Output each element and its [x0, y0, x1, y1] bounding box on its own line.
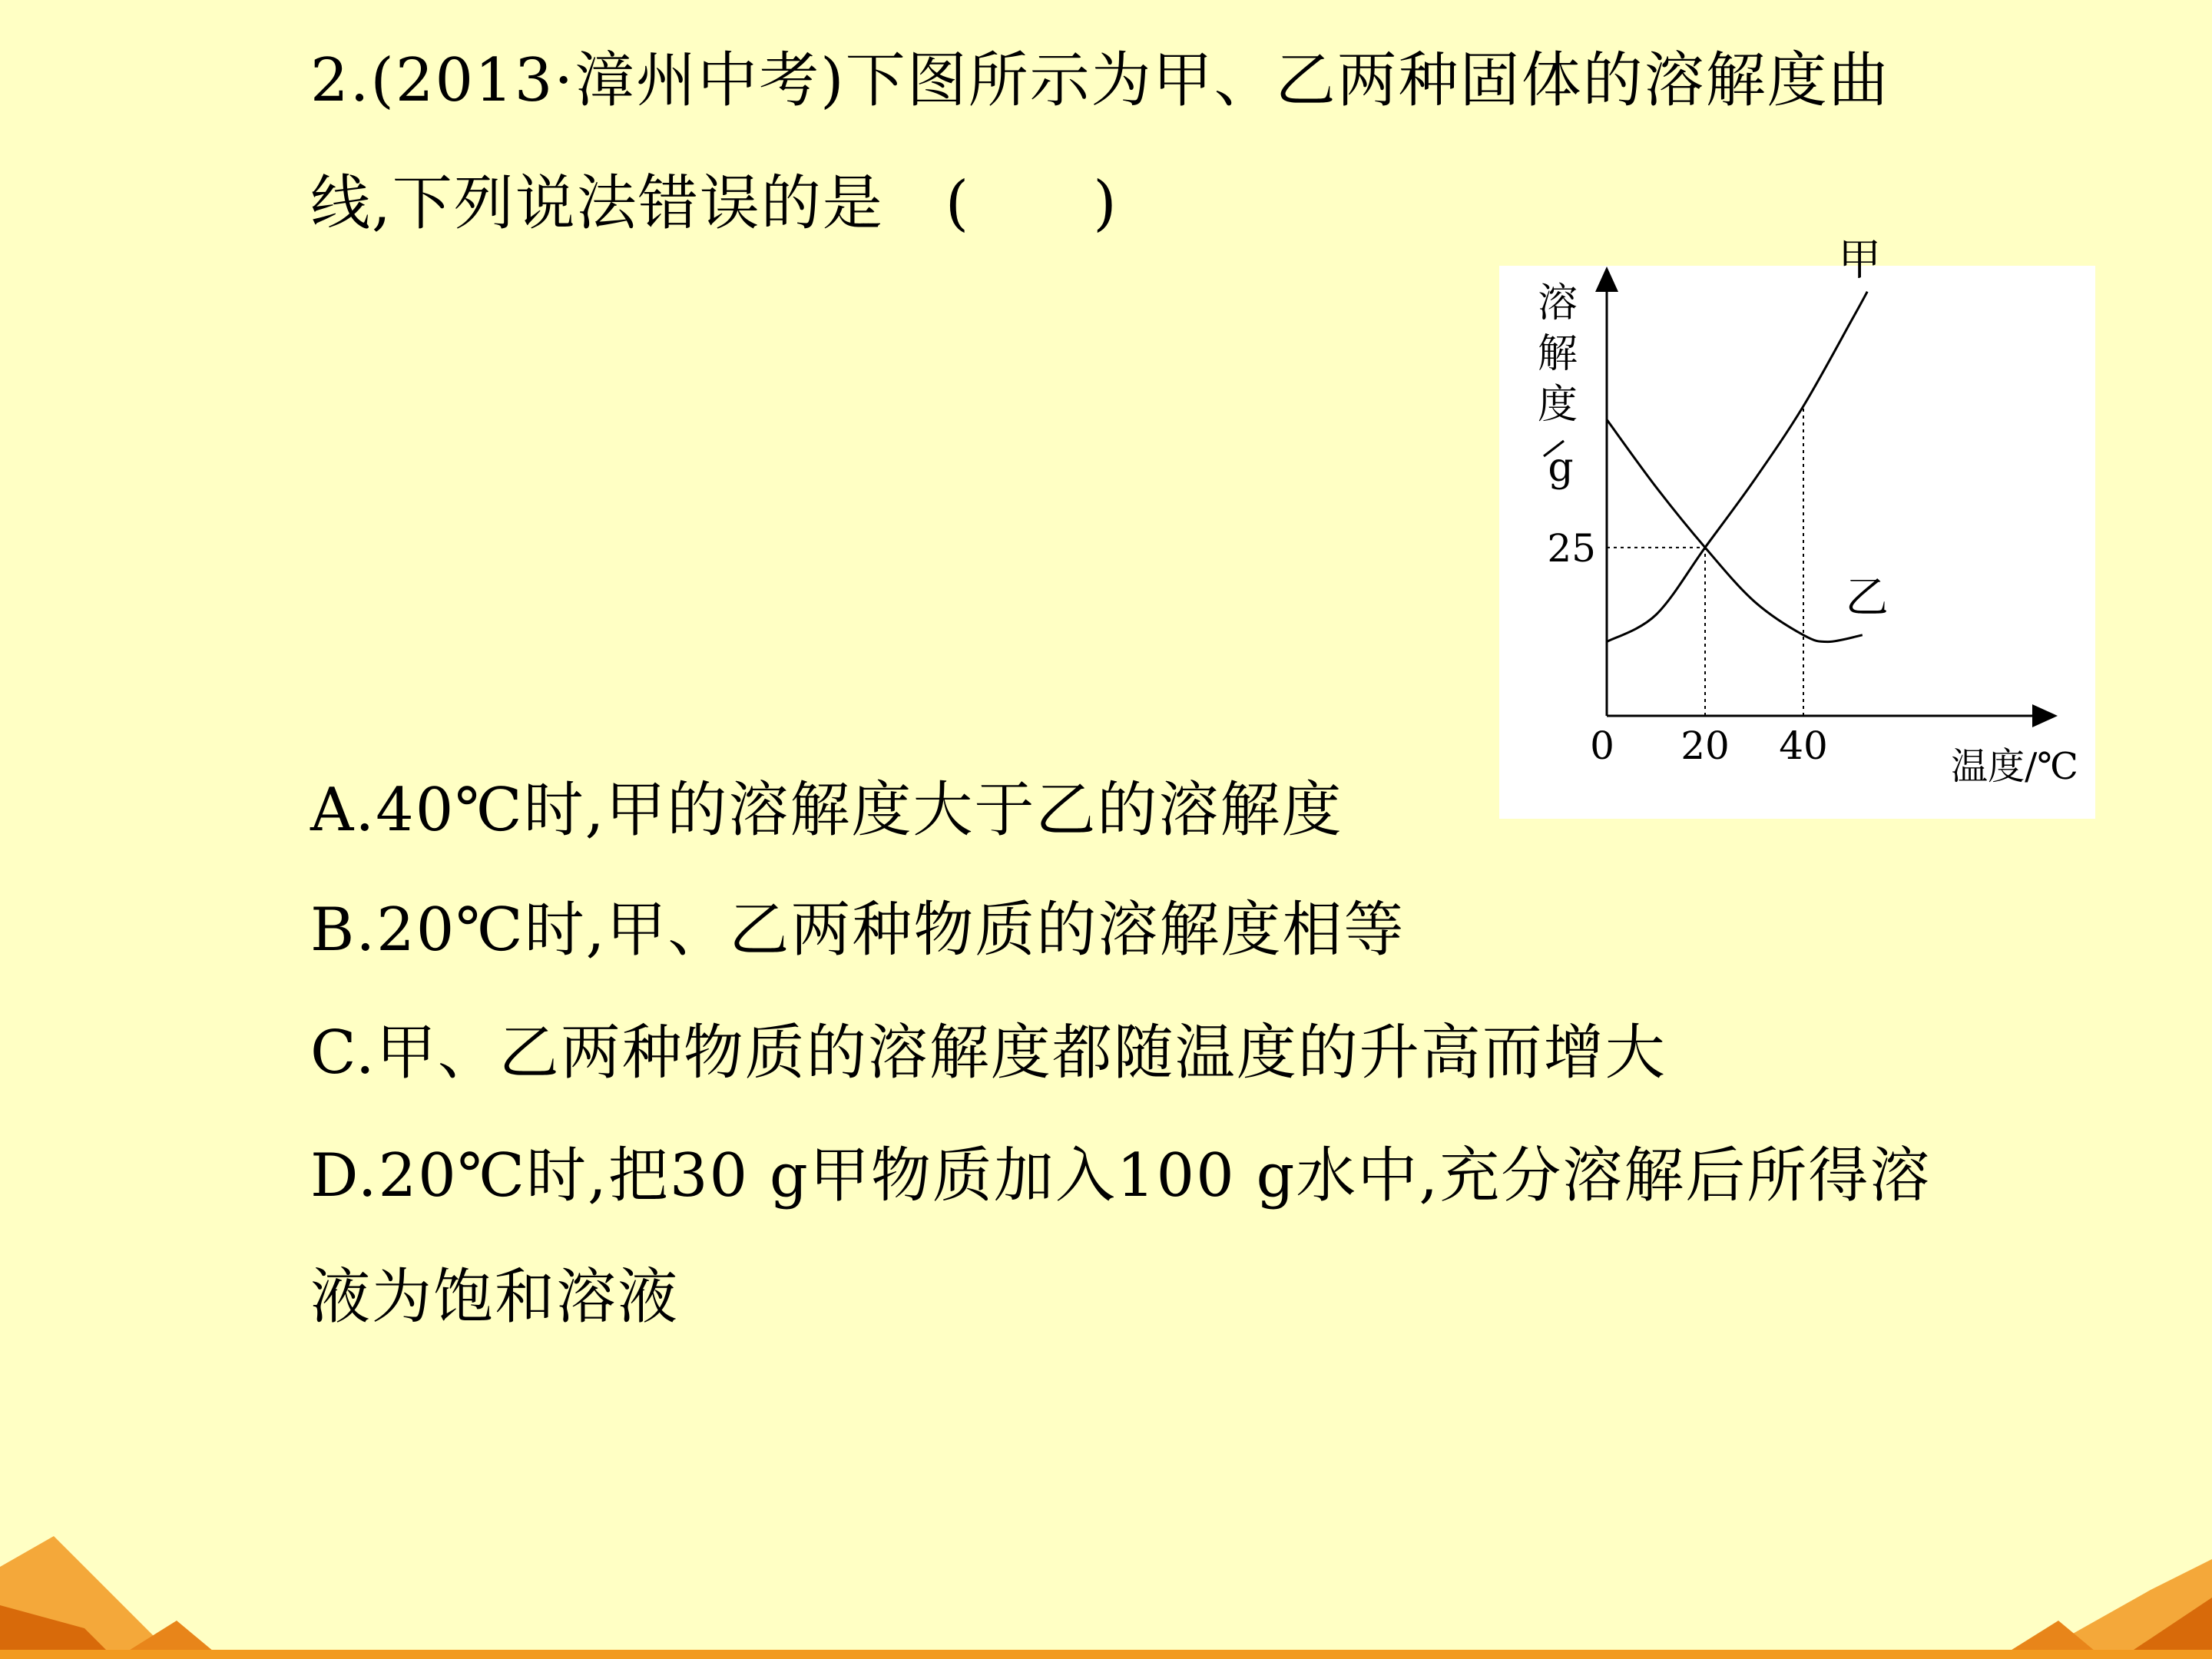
y-label-char-3: 度: [1537, 382, 1578, 428]
series-line-yi: [1607, 419, 1863, 641]
series-labels: [1838, 236, 1889, 623]
option-a[interactable]: A.40℃时,甲的溶解度大于乙的溶解度: [310, 776, 1343, 845]
series-line-jia: [1607, 292, 1867, 642]
y-label-unit: g: [1548, 445, 1574, 491]
y-label-char-2: 解: [1537, 331, 1578, 377]
option-d-line-2[interactable]: 液为饱和溶液: [310, 1263, 680, 1332]
question-stem-line-1: 2.(2013·漳州中考)下图所示为甲、乙两种固体的溶解度曲: [310, 46, 1890, 115]
origin-label: 0: [1590, 724, 1614, 768]
decor-bottom-bar: [0, 1650, 2212, 1659]
y-label-char-1: 溶: [1537, 280, 1578, 326]
y-tick-25: 25: [1547, 525, 1596, 571]
option-d-line-1[interactable]: D.20℃时,把30 g甲物质加入100 g水中,充分溶解后所得溶: [310, 1141, 1932, 1210]
solubility-chart-svg: [1499, 235, 2095, 819]
x-tick-40: 40: [1779, 724, 1828, 768]
x-tick-labels: [1681, 724, 1828, 768]
y-tick-labels: [1547, 526, 1596, 571]
solubility-chart: [1499, 235, 2095, 819]
series-label-yi: 乙: [1845, 572, 1889, 623]
option-c[interactable]: C.甲、乙两种物质的溶解度都随温度的升高而增大: [310, 1018, 1667, 1088]
x-tick-20: 20: [1681, 724, 1730, 768]
x-axis-label: 温度/℃: [1951, 745, 2078, 788]
option-b[interactable]: B.20℃时,甲、乙两种物质的溶解度相等: [310, 896, 1406, 965]
series-label-jia: 甲: [1838, 235, 1882, 286]
decorative-footer: [0, 1505, 2212, 1659]
y-axis-label: [1538, 280, 1578, 491]
series-lines: [1607, 292, 1867, 642]
question-stem-line-2: 线,下列说法错误的是 ( ): [310, 169, 1118, 238]
